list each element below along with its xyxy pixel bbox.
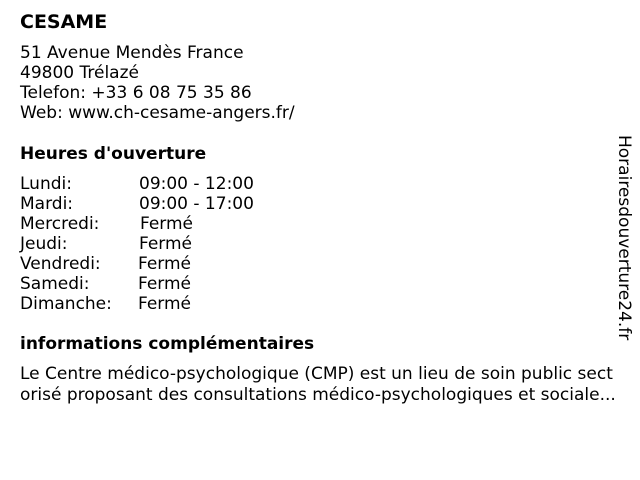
site-watermark: Horairesdouverture24.fr [614,135,634,341]
day-label: Jeudi: [20,234,68,254]
website-link[interactable]: Web: www.ch-cesame-angers.fr/ [20,103,295,123]
day-hours: Fermé [138,254,192,274]
day-label: Vendredi: [20,254,101,274]
day-label: Samedi: [20,274,90,294]
day-hours: Fermé [138,274,192,294]
hours-heading: Heures d'ouverture [20,144,207,164]
business-name: CESAME [20,11,108,33]
day-hours: Fermé [139,234,193,254]
info-heading: informations complémentaires [20,334,315,354]
day-label: Mardi: [20,194,74,214]
day-label: Dimanche: [20,294,112,314]
phone-number[interactable]: Telefon: +33 6 08 75 35 86 [20,83,252,103]
info-line-1: Le Centre médico-psychologique (CMP) est un lieu de soin public sect [20,364,613,384]
address-street: 51 Avenue Mendès France [20,43,244,63]
info-description [20,364,616,406]
day-label: Lundi: [20,174,72,194]
day-hours: Fermé [138,294,192,314]
day-hours: 09:00 - 12:00 [139,174,254,194]
address-city: 49800 Trélazé [20,63,139,83]
address-block [20,43,295,123]
day-hours: Fermé [140,214,194,234]
day-hours: 09:00 - 17:00 [139,194,254,214]
info-line-2: orisé proposant des consultations médico-psychologiques et sociale... [20,385,616,405]
day-label: Mercredi: [20,214,100,234]
